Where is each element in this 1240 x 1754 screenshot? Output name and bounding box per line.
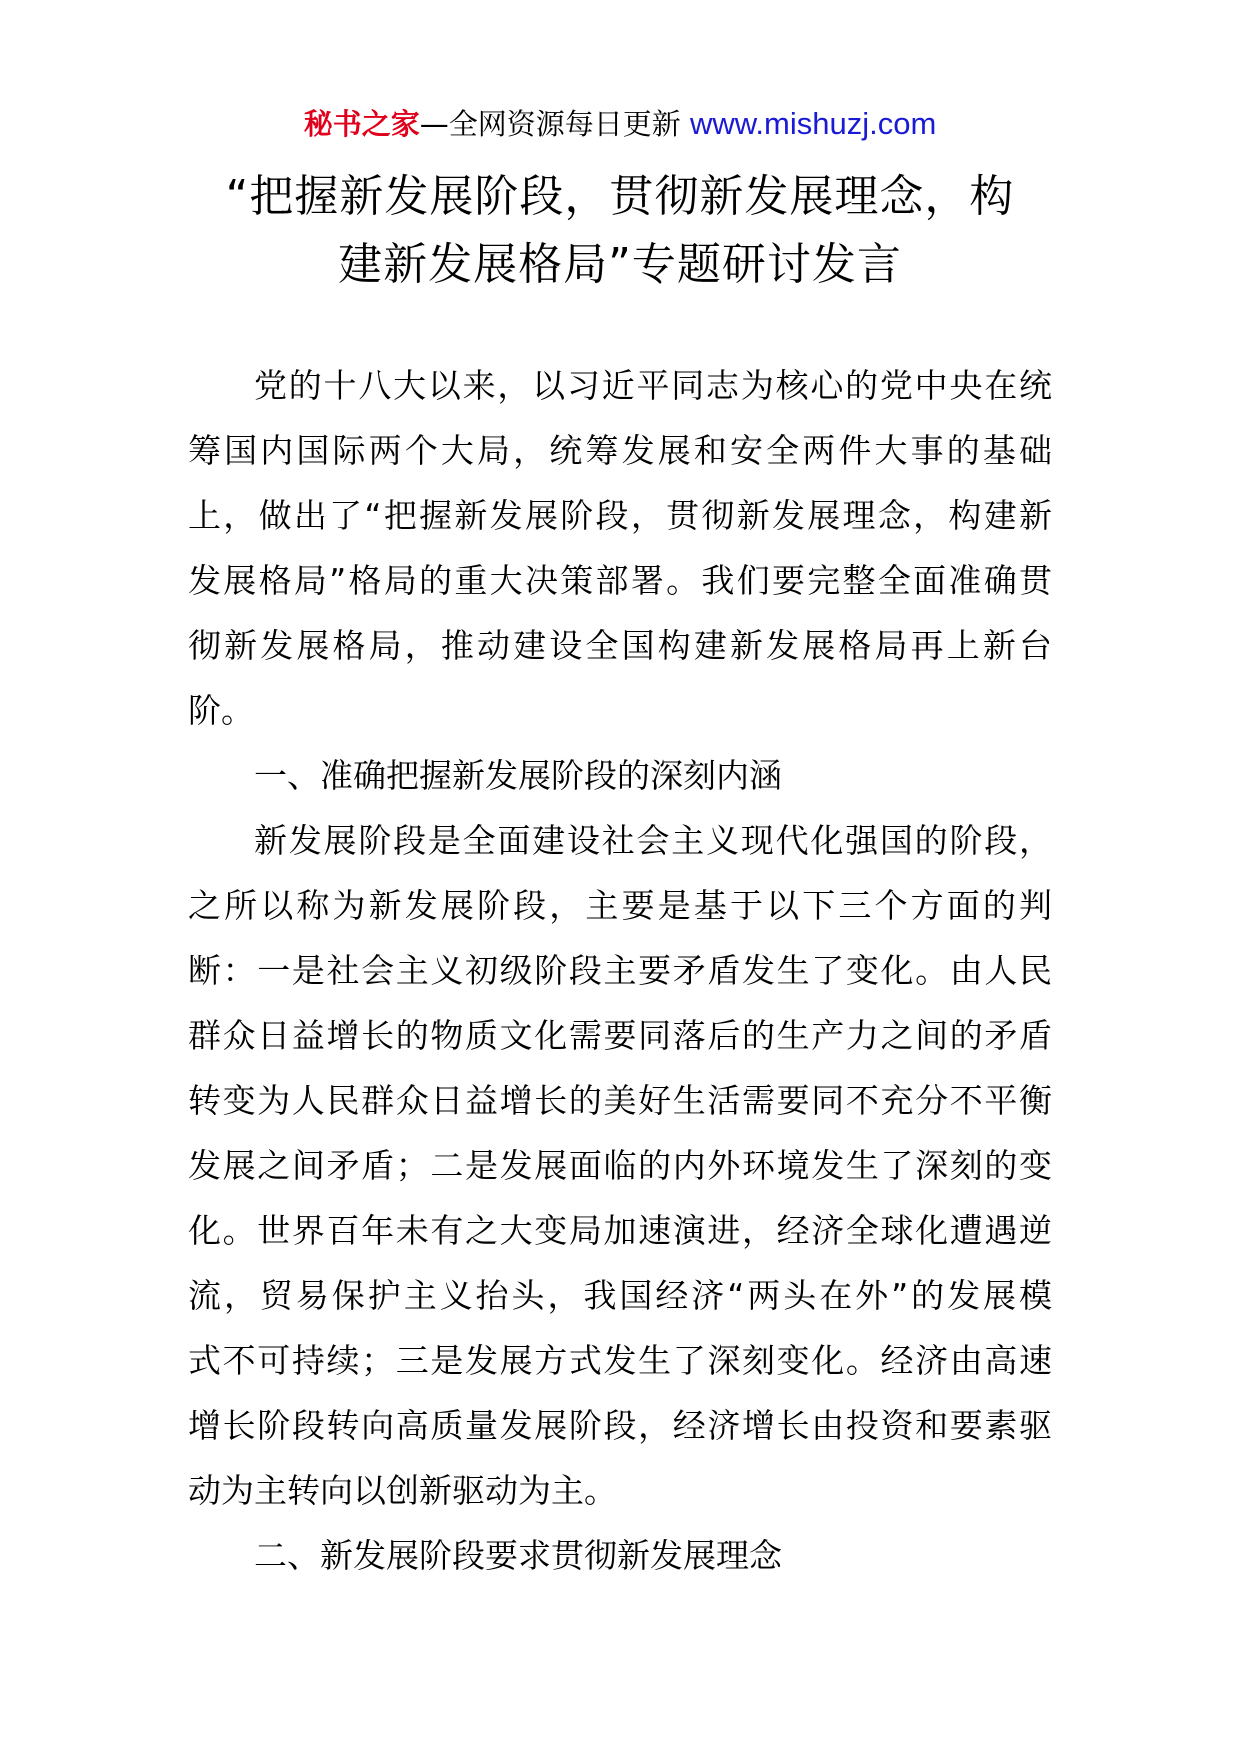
text-line: 群众日益增长的物质文化需要同落后的生产力之间的矛盾 (188, 1016, 1052, 1055)
text-line: 增长阶段转向高质量发展阶段，经济增长由投资和要素驱 (188, 1406, 1052, 1445)
text-line: 发展之间矛盾；二是发展面临的内外环境发生了深刻的变 (188, 1146, 1052, 1185)
text-line: 党的十八大以来，以习近平同志为核心的党中央在统 (254, 366, 1052, 405)
text-line: 发展格局”格局的重大决策部署。我们要完整全面准确贯 (188, 561, 1052, 600)
text-line: 之所以称为新发展阶段，主要是基于以下三个方面的判 (188, 886, 1052, 925)
title-line-1: “把握新发展阶段，贯彻新发展理念，构 (225, 171, 1015, 222)
paragraph-new-stage (188, 808, 1052, 1523)
text-line: 新发展阶段是全面建设社会主义现代化强国的阶段， (254, 821, 1052, 860)
text-line: 彻新发展格局，推动建设全国构建新发展格局再上新台 (188, 626, 1052, 665)
document-body (188, 353, 1052, 1588)
section-heading-1: 一、准确把握新发展阶段的深刻内涵 (254, 756, 782, 795)
text-line: 断：一是社会主义初级阶段主要矛盾发生了变化。由人民 (188, 951, 1052, 990)
text-line: 筹国内国际两个大局，统筹发展和安全两件大事的基础 (188, 431, 1052, 470)
document-title (190, 163, 1050, 299)
text-line: 上，做出了“把握新发展阶段，贯彻新发展理念，构建新 (188, 496, 1052, 535)
banner-brand: 秘书之家 (303, 107, 420, 141)
watermark-banner (0, 104, 1240, 144)
section-heading-2: 二、新发展阶段要求贯彻新发展理念 (254, 1536, 782, 1575)
text-line: 式不可持续；三是发展方式发生了深刻变化。经济由高速 (188, 1341, 1052, 1380)
title-line-2: 建新发展格局”专题研讨发言 (338, 239, 902, 290)
paragraph-intro (188, 353, 1052, 743)
text-line: 动为主转向以创新驱动为主。 (188, 1471, 617, 1510)
banner-url: www.mishuzj.com (689, 106, 937, 141)
text-line: 流，贸易保护主义抬头，我国经济“两头在外”的发展模 (188, 1276, 1052, 1315)
text-line: 阶。 (188, 691, 254, 730)
text-line: 转变为人民群众日益增长的美好生活需要同不充分不平衡 (188, 1081, 1052, 1120)
banner-slogan: —全网资源每日更新 (419, 107, 690, 141)
text-line: 化。世界百年未有之大变局加速演进，经济全球化遭遇逆 (188, 1211, 1052, 1250)
